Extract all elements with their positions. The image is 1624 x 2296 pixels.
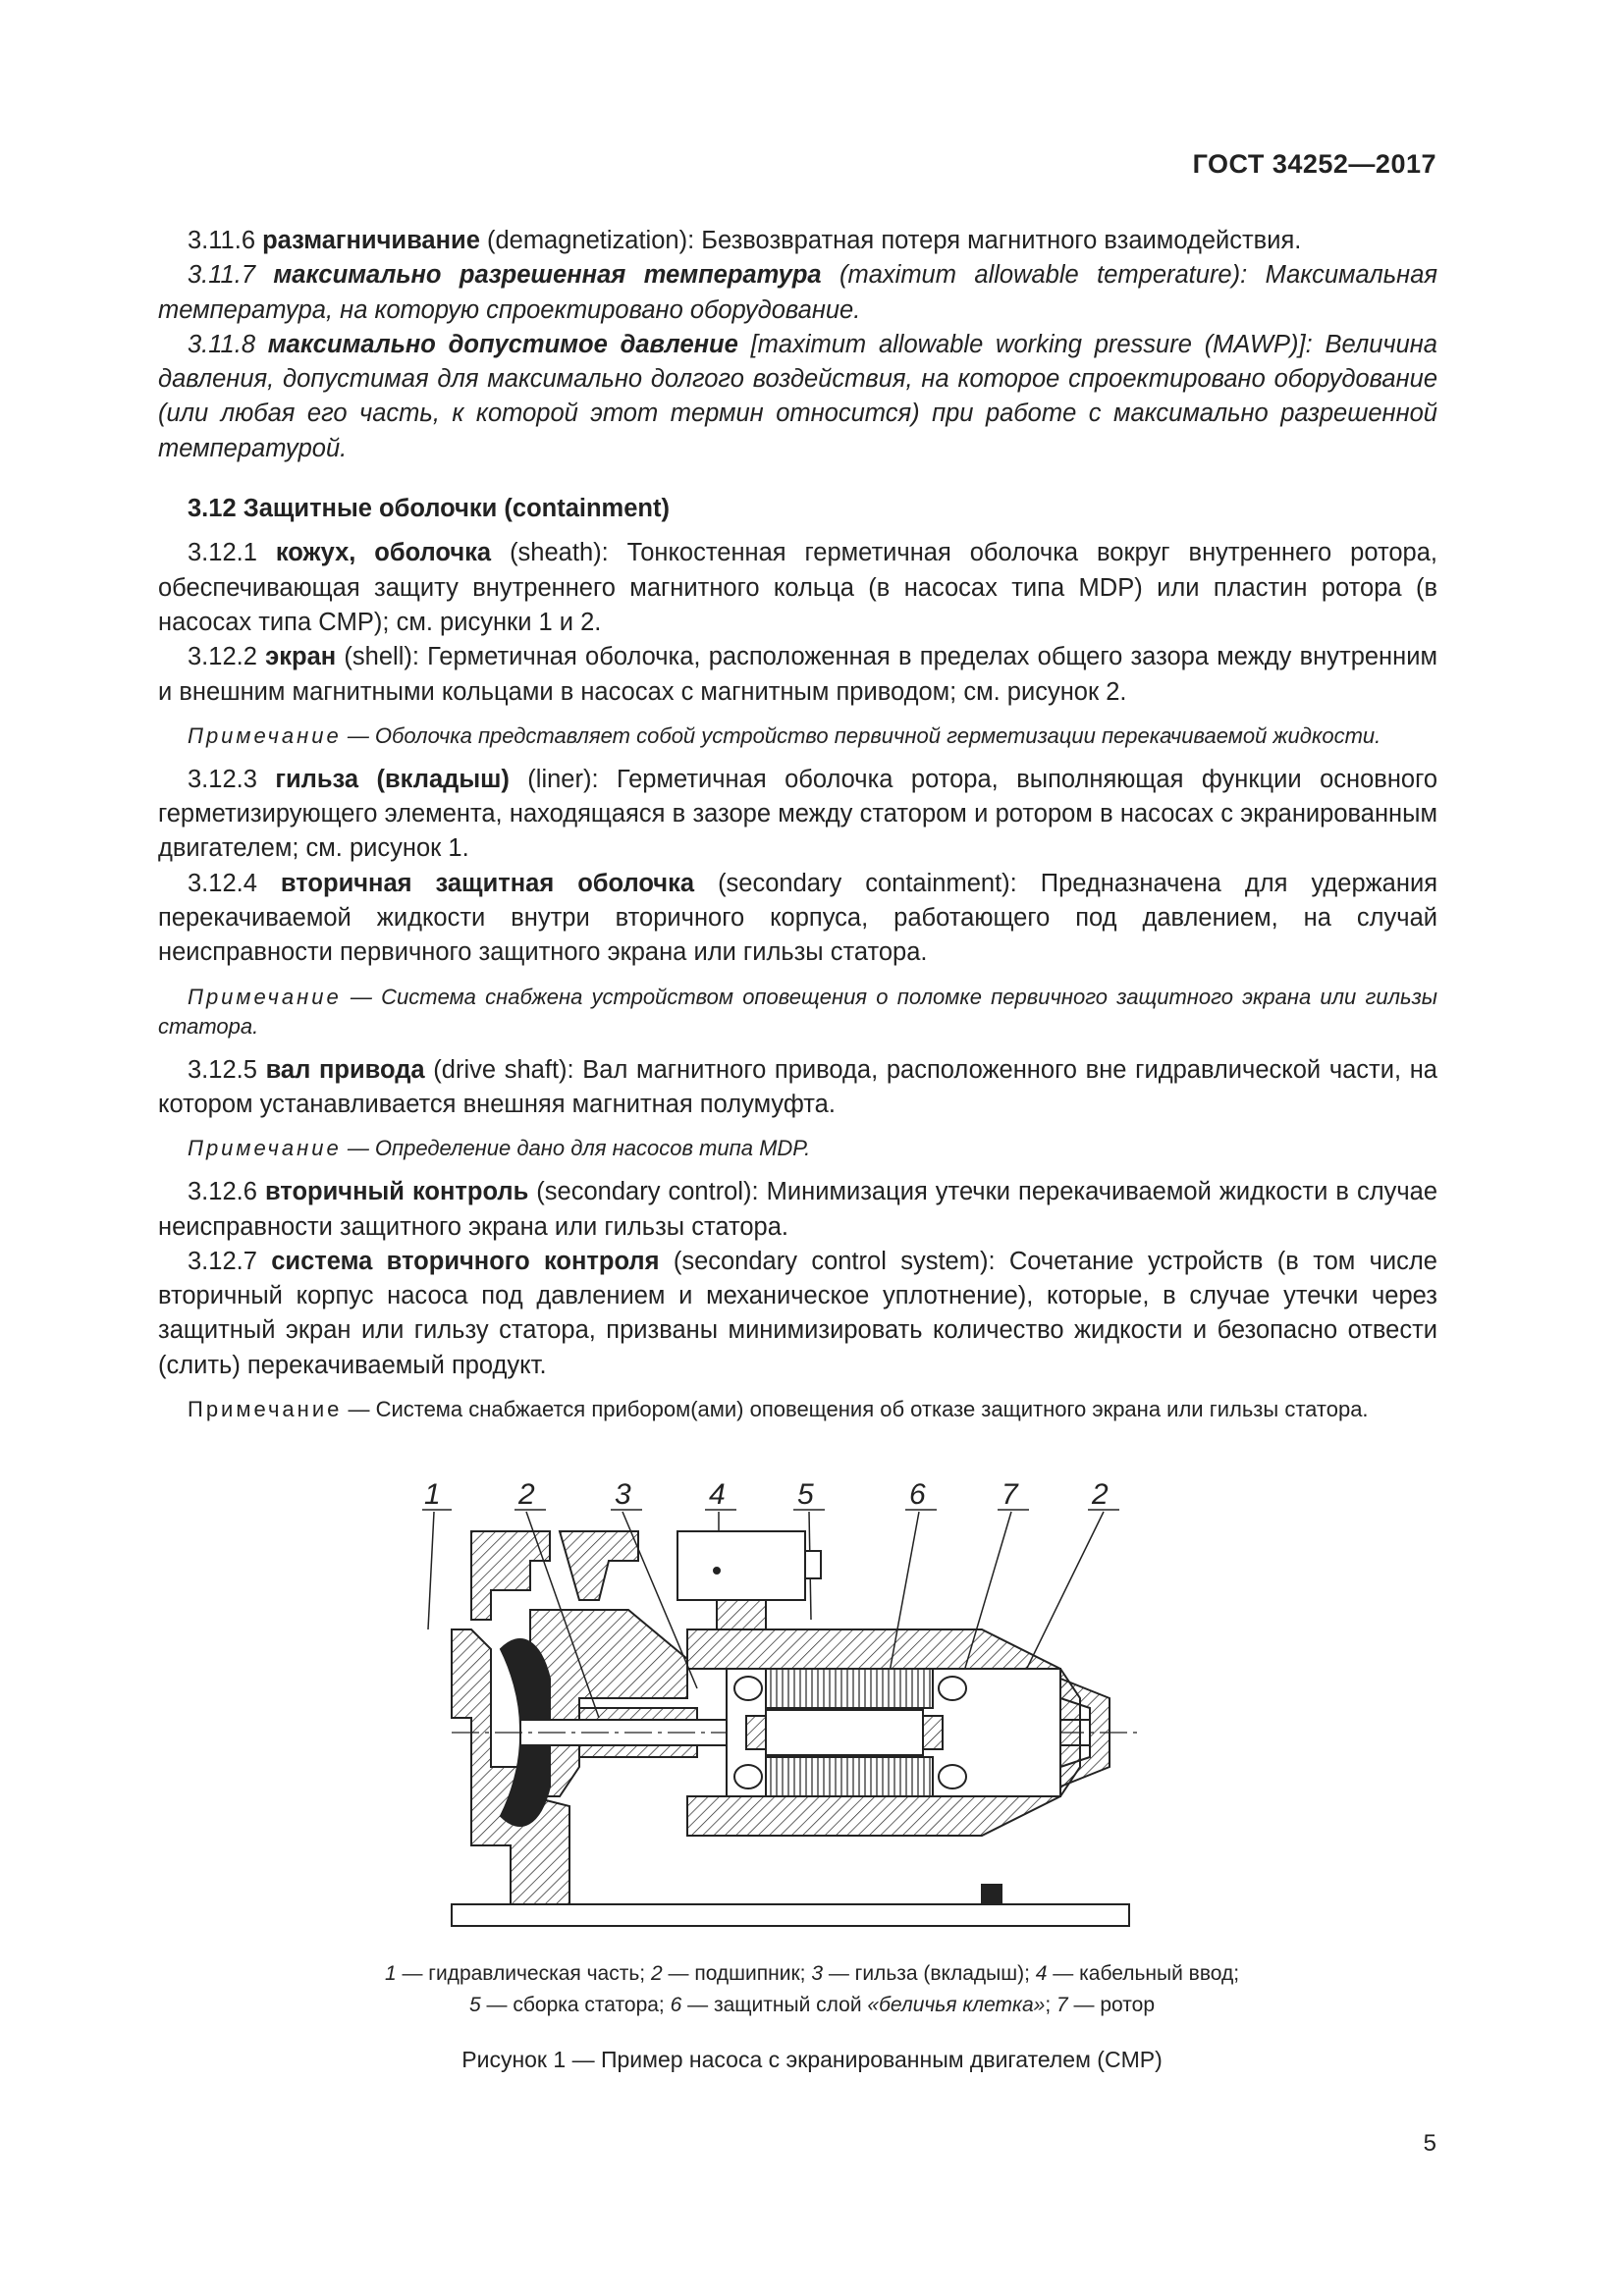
- callout-6: 6: [909, 1478, 926, 1511]
- legend-text: — гильза (вкладыш);: [823, 1962, 1036, 1985]
- legend-number: 3: [811, 1962, 823, 1985]
- base-plate: [452, 1904, 1129, 1926]
- clause-number: 3.12.4: [188, 869, 281, 897]
- callout-2: 2: [518, 1478, 535, 1511]
- note-text: — Система снабжается прибором(ами) оповещения об отказе защитного экрана или гильзы статора.: [342, 1397, 1369, 1422]
- clause-3-12-1: [158, 536, 1437, 640]
- clause-term: максимально разрешенная температура: [273, 261, 822, 290]
- clause-3-11-7: [158, 258, 1437, 328]
- clause-number: 3.12.5: [188, 1055, 266, 1084]
- legend-text: — ротор: [1067, 1994, 1155, 2016]
- clause-3-12-6: [158, 1175, 1437, 1245]
- note-label: Примечание: [188, 1136, 342, 1161]
- document-body: [158, 224, 1437, 1436]
- clause-term: размагничивание: [262, 227, 480, 254]
- clause-number: 3.11.8: [188, 330, 268, 358]
- note-text: — Определение дано для насосов типа MDP.: [341, 1136, 811, 1161]
- legend-text-italic: «беличья клетка»: [867, 1994, 1046, 2016]
- note-1: [158, 721, 1437, 751]
- legend-line-2: [0, 1990, 1624, 2021]
- clause-term: максимально допустимое давление: [267, 330, 738, 358]
- clause-text: [maximum allowable working pressure (MAWP)]: Величина давления, допустимая для максимально долгого воздействия, на которое спроектировано оборудование (или любая его часть, к которой этот термин относится) при работе с максимально разрешенной температурой.: [158, 330, 1437, 462]
- legend-line-1: [0, 1958, 1624, 1990]
- legend-text: — защитный слой: [681, 1994, 868, 2016]
- section-heading-3-12: 3.12 Защитные оболочки (containment): [188, 495, 670, 523]
- clause-text: (liner): Герметичная оболочка ротора, выполняющая функции основного герметизирующего элемента, находящаяся в зазоре между статором и ротором в насосах с экранированным двигателем; см. рисунок 1.: [158, 765, 1437, 863]
- clause-term: гильза (вкладыш): [275, 765, 510, 793]
- figure-1-pump-drawing: [424, 1472, 1139, 1934]
- clause-term: кожух, оболочка: [275, 539, 492, 567]
- note-text: — Система снабжена устройством оповещения о поломке первичного защитного экрана или гильзы статора.: [158, 984, 1437, 1039]
- legend-text: — гидравлическая часть;: [396, 1962, 651, 1985]
- callout-1: 1: [424, 1478, 441, 1511]
- note-3: [158, 1134, 1437, 1163]
- clause-3-11-6: [158, 224, 1437, 258]
- clause-text: (secondary control): Минимизация утечки перекачиваемой жидкости в случае неисправности защитного экрана или гильзы статора.: [158, 1178, 1438, 1241]
- legend-number: 4: [1035, 1962, 1048, 1985]
- clause-number: 3.12.3: [188, 765, 276, 793]
- callout-2b: 2: [1092, 1478, 1109, 1511]
- clause-number: 3.12.1: [188, 539, 276, 567]
- note-label: Примечание: [188, 1397, 343, 1422]
- rotor: [746, 1710, 943, 1755]
- clause-3-12-4: [158, 867, 1437, 971]
- legend-number: 1: [384, 1962, 397, 1985]
- cable-box: [677, 1531, 821, 1629]
- clause-text: (demagnetization): Безвозвратная потеря магнитного взаимодействия.: [479, 227, 1302, 254]
- clause-term: вторичный контроль: [264, 1178, 529, 1206]
- clause-3-12-5: [158, 1053, 1437, 1123]
- standard-number: ГОСТ 34252—2017: [1192, 149, 1436, 179]
- note-4: [158, 1395, 1437, 1424]
- clause-text: (drive shaft): Вал магнитного привода, расположенного вне гидравлической части, на котором устанавливается внешняя магнитная полумуфта.: [158, 1055, 1437, 1118]
- callout-3: 3: [615, 1478, 631, 1511]
- clause-3-12-7: [158, 1245, 1437, 1383]
- clause-text: (sheath): Тонкостенная герметичная оболочка вокруг внутреннего ротора, обеспечивающая защиту внутреннего магнитного кольца (в насосах типа MDP) или пластин ротора (в насосах типа CMP); см. рисунки 1 и 2.: [158, 539, 1437, 636]
- clause-number: 3.12.7: [188, 1247, 272, 1275]
- clause-number: 3.11.6: [188, 227, 263, 254]
- legend-number: 2: [650, 1962, 663, 1985]
- clause-term: система вторичного контроля: [271, 1247, 660, 1275]
- clause-number: 3.11.7: [188, 261, 274, 290]
- clause-number: 3.12.6: [188, 1178, 265, 1206]
- legend-number: 7: [1056, 1994, 1068, 2016]
- note-label: Примечание: [188, 984, 342, 1009]
- legend-text: — подшипник;: [662, 1962, 812, 1985]
- legend-number: 6: [670, 1994, 682, 2016]
- note-2: [158, 983, 1437, 1041]
- clause-term: вал привода: [265, 1055, 425, 1084]
- clause-text: (secondary control system): Сочетание устройств (в том числе вторичный корпус насоса под давлением и механическое уплотнение), которые, в случае утечки через защитный экран или гильзу статора, призваны минимизировать количество жидкости и безопасно отвести (слить) перекачиваемый продукт.: [158, 1247, 1437, 1379]
- clause-text: (maximum allowable temperature): Максимальная температура, на которую спроектировано оборудование.: [158, 261, 1437, 324]
- figure-caption: Рисунок 1 — Пример насоса с экранированным двигателем (CMP): [461, 2047, 1163, 2072]
- clause-term: экран: [265, 643, 337, 671]
- clause-text: (secondary containment): Предназначена для удержания перекачиваемой жидкости внутри вторичного корпуса, работающего под давлением, на случай неисправности первичного защитного экрана или гильзы статора.: [158, 869, 1437, 967]
- clause-3-12-3: [158, 763, 1437, 867]
- clause-term: вторичная защитная оболочка: [280, 869, 695, 897]
- clause-text: (shell): Герметичная оболочка, расположенная в пределах общего зазора между внутренним и внешним магнитными кольцами в насосах с магнитным приводом; см. рисунок 2.: [158, 643, 1437, 706]
- callout-7: 7: [1001, 1478, 1018, 1511]
- clause-number: 3.12.2: [188, 643, 266, 671]
- page-number: 5: [1423, 2130, 1436, 2157]
- legend-text: ;: [1045, 1994, 1056, 2016]
- clause-3-12-2: [158, 640, 1437, 710]
- note-label: Примечание: [188, 722, 342, 748]
- legend-number: 5: [469, 1994, 481, 2016]
- legend-text: — сборка статора;: [480, 1994, 671, 2016]
- note-text: — Оболочка представляет собой устройство первичной герметизации перекачиваемой жидкости.: [341, 722, 1381, 748]
- callout-5: 5: [797, 1478, 814, 1511]
- legend-text: — кабельный ввод;: [1047, 1962, 1240, 1985]
- clause-3-11-8: [158, 328, 1437, 466]
- callout-4: 4: [709, 1478, 726, 1511]
- figure-legend: [0, 1958, 1624, 2021]
